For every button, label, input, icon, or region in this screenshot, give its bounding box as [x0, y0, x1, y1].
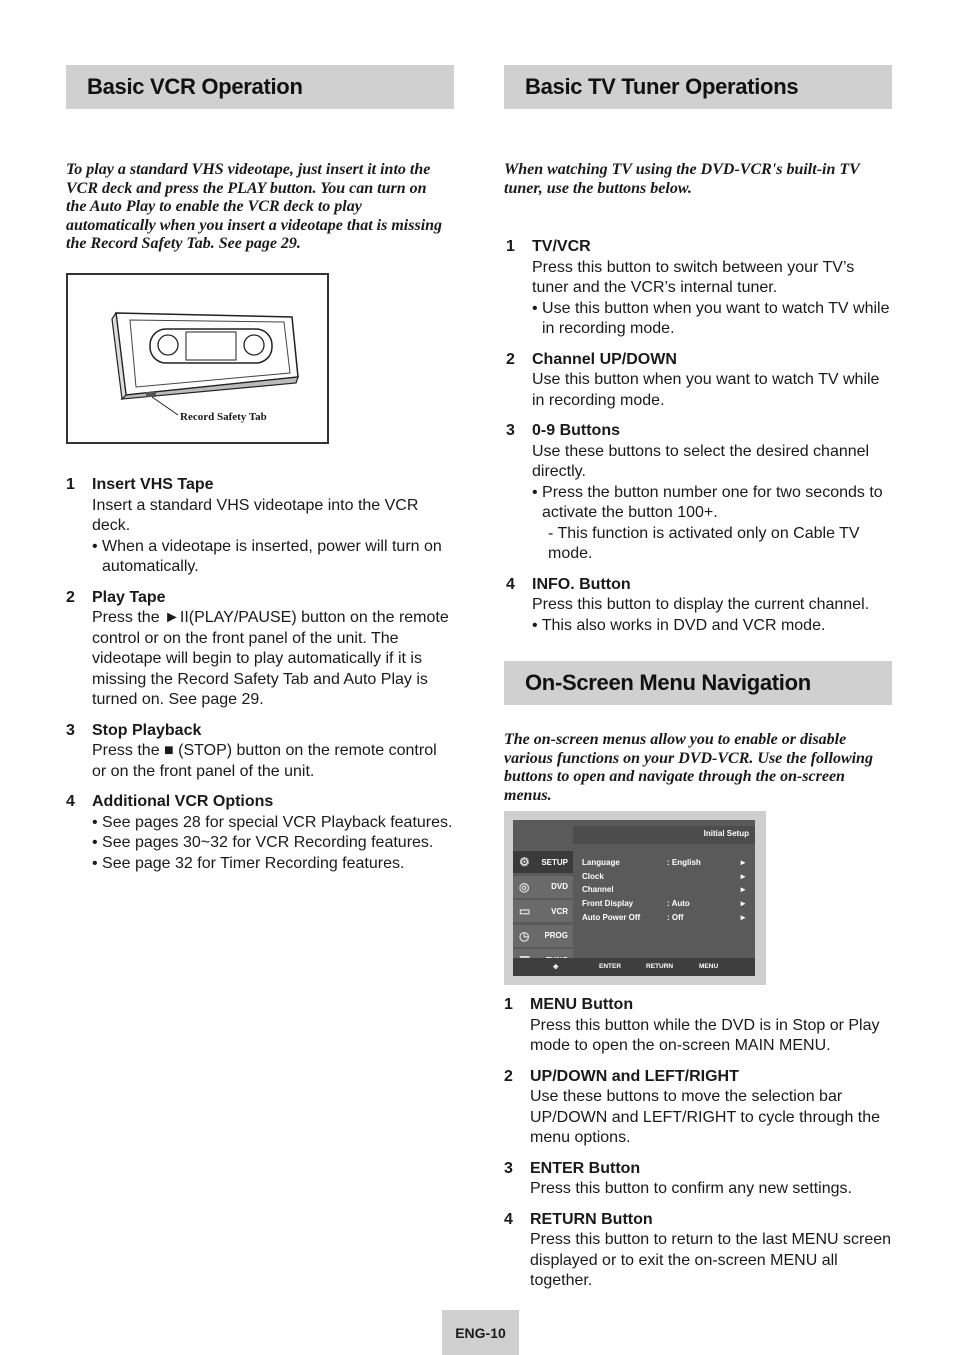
item-text: Insert a standard VHS videotape into the VCR deck. — [92, 496, 419, 534]
item-bullet: • Press the button number one for two seconds to activate the button 100+. — [532, 483, 883, 521]
list-item — [506, 237, 894, 340]
disc-icon: ◎ — [519, 879, 530, 894]
list-item — [504, 1210, 892, 1292]
item-title: ENTER Button — [530, 1159, 641, 1177]
item-bullet: • Use this button when you want to watch TV while in recording mode. — [532, 299, 890, 337]
osd-row: Language : English ► — [582, 858, 747, 868]
item-text: Press the ■ (STOP) button on the remote control or on the front panel of the unit. — [92, 742, 437, 780]
vhs-tape-figure — [66, 273, 329, 444]
osd-tab-prog: ◷ PROG — [513, 925, 573, 947]
osd-tab-dvd: ◎ DVD — [513, 876, 573, 898]
menu-nav-section — [504, 661, 892, 805]
section-heading: Basic VCR Operation — [87, 74, 303, 99]
item-bullet: • When a videotape is inserted, power will turn on automatically. — [92, 537, 442, 575]
item-bullet: • See pages 28 for special VCR Playback features. — [92, 813, 453, 831]
item-number: 4 — [506, 575, 515, 593]
item-title: Play Tape — [92, 588, 166, 606]
list-item — [66, 475, 454, 578]
tape-icon: ▭ — [519, 904, 531, 918]
osd-row: Channel ► — [582, 885, 747, 895]
section-intro: The on-screen menus allow you to enable or disable various functions on your DVD-VCR. Use the following buttons to open and navigate through the on-screen menus. — [504, 731, 873, 804]
page-number: ENG-10 — [442, 1310, 519, 1355]
list-item — [66, 721, 454, 783]
clock-icon: ◷ — [519, 928, 530, 943]
item-number: 3 — [504, 1159, 513, 1177]
item-number: 2 — [66, 588, 75, 606]
osd-footer-menu: MENU — [699, 963, 719, 970]
item-title: INFO. Button — [532, 575, 631, 593]
section-heading-bar — [504, 661, 892, 705]
item-number: 1 — [504, 996, 513, 1013]
list-item — [506, 421, 894, 565]
item-text: Press the ►II(PLAY/PAUSE) button on the remote control or on the front panel of the unit. The videotape will begin to play automatically if it is missing the Record Safety Tab and Auto Play is turned on. See page 29. — [92, 609, 449, 708]
list-item — [504, 1067, 892, 1149]
section-heading: Basic TV Tuner Operations — [525, 74, 799, 99]
list-item — [506, 350, 894, 412]
osd-tab-vcr: ▭ VCR — [513, 900, 573, 922]
item-title: MENU Button — [530, 996, 634, 1013]
item-text: Use these buttons to select the desired channel directly. — [532, 442, 870, 480]
osd-header — [573, 826, 755, 844]
section-intro: To play a standard VHS videotape, just insert it into the VCR deck and press the PLAY button. You can turn on the Auto Play to enable the VCR deck to play automatically when you insert a videotape that is missing the Record Safety Tab. See page 29. — [66, 161, 443, 252]
gear-icon: ⚙ — [519, 855, 530, 869]
item-title: 0-9 Buttons — [532, 422, 620, 439]
item-bullet: • This also works in DVD and VCR mode. — [532, 616, 826, 634]
section-intro: When watching TV using the DVD-VCR's built-in TV tuner, use the buttons below. — [504, 161, 860, 197]
section-heading: On-Screen Menu Navigation — [525, 670, 811, 695]
osd-footer — [513, 958, 755, 976]
list-item — [504, 995, 892, 1057]
item-text: Press this button to return to the last MENU screen displayed or to exit the on-screen MENU all together. — [530, 1231, 892, 1289]
osd-row: Clock ► — [582, 871, 747, 881]
item-title: Stop Playback — [92, 721, 202, 739]
osd-tab-list — [513, 851, 573, 974]
osd-tab-setup: ⚙ SETUP — [513, 851, 573, 873]
menu-steps-list — [504, 995, 892, 1302]
basic-vcr-section — [66, 65, 454, 254]
list-item — [66, 588, 454, 711]
onscreen-menu-screenshot — [504, 811, 766, 985]
list-item — [504, 1159, 892, 1200]
section-heading-bar — [66, 65, 454, 109]
arrow-right-icon: ► — [739, 885, 747, 895]
item-title: RETURN Button — [530, 1210, 653, 1228]
item-number: 3 — [66, 721, 75, 739]
navigation-pad-icon: ✥ — [553, 964, 559, 971]
osd-screen — [513, 820, 755, 976]
item-bullet: • See pages 30~32 for VCR Recording features. — [92, 834, 434, 851]
item-text: Use these buttons to move the selection bar UP/DOWN and LEFT/RIGHT to cycle through the menu options. — [530, 1088, 881, 1146]
osd-row: Front Display : Auto ► — [582, 899, 747, 909]
figure-label: Record Safety Tab — [180, 411, 267, 423]
item-number: 4 — [504, 1210, 513, 1228]
item-text: Use this button when you want to watch TV while in recording mode. — [532, 371, 880, 409]
item-number: 1 — [66, 476, 75, 493]
tv-steps-list — [506, 237, 894, 646]
item-text: Press this button while the DVD is in Stop or Play mode to open the on-screen MAIN MENU. — [530, 1016, 880, 1054]
item-number: 2 — [504, 1067, 513, 1085]
osd-row: Auto Power Off : Off ► — [582, 912, 747, 922]
list-item — [506, 575, 894, 637]
item-text: Press this button to switch between your TV’s tuner and the VCR’s internal tuner. — [532, 258, 855, 296]
item-title: TV/VCR — [532, 238, 591, 255]
item-text: Press this button to confirm any new settings. — [530, 1180, 852, 1197]
list-item — [66, 792, 454, 874]
arrow-right-icon: ► — [739, 871, 747, 881]
osd-settings-list — [582, 856, 747, 924]
arrow-right-icon: ► — [739, 858, 747, 868]
arrow-right-icon: ► — [739, 899, 747, 909]
item-text: Press this button to display the current channel. — [532, 596, 870, 613]
item-subnote: - This function is activated only on Cable TV mode. — [548, 524, 860, 562]
vcr-steps-list — [66, 475, 454, 884]
item-bullet: • See page 32 for Timer Recording features. — [92, 854, 405, 872]
osd-title: Initial Setup — [703, 829, 749, 838]
item-number: 1 — [506, 238, 515, 255]
item-title: Channel UP/DOWN — [532, 350, 677, 368]
item-number: 3 — [506, 422, 515, 439]
item-number: 2 — [506, 350, 515, 368]
item-title: UP/DOWN and LEFT/RIGHT — [530, 1067, 739, 1085]
tv-tuner-section — [504, 65, 892, 198]
osd-footer-enter: ENTER — [599, 963, 622, 970]
section-heading-bar — [504, 65, 892, 109]
item-title: Insert VHS Tape — [92, 476, 214, 493]
arrow-right-icon: ► — [739, 912, 747, 922]
item-number: 4 — [66, 793, 75, 810]
item-title: Additional VCR Options — [92, 793, 274, 810]
osd-footer-return: RETURN — [646, 963, 674, 970]
